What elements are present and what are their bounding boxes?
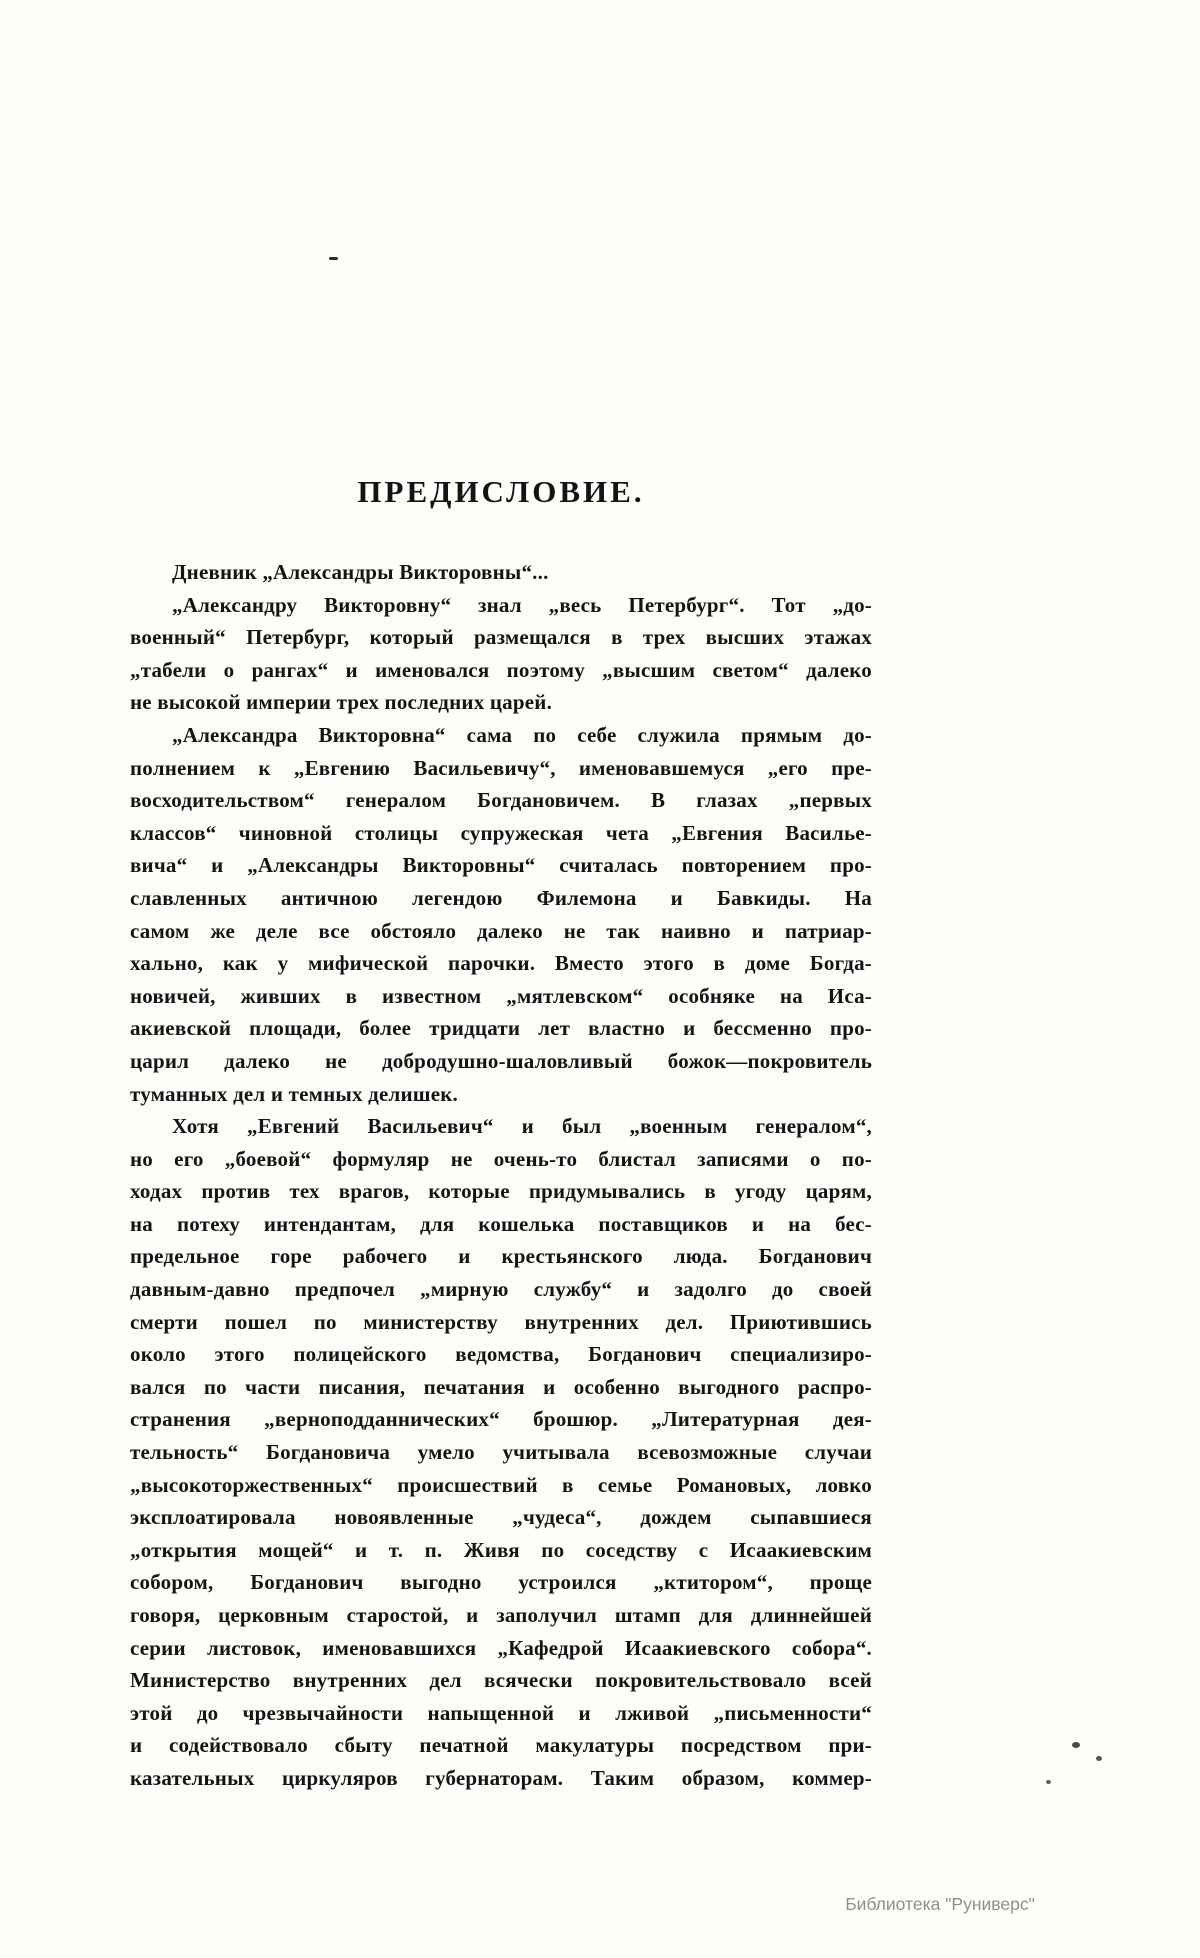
text-line: славленных античною легендою Филемона и Бавкиды. На (130, 885, 872, 910)
text-line: говоря, церковным старостой, и заполучил штамп для длиннейшей (130, 1603, 872, 1627)
text-line: туманных дел и темных делишек. (130, 1081, 459, 1106)
ink-speck (1096, 1756, 1102, 1761)
text-line: „высокоторжественных“ происшествий в семье Романовых, ловко (130, 1472, 872, 1497)
text-line: акиевской площади, более тридцати лет властно и бессменно про- (130, 1016, 872, 1041)
text-line: вался по части писания, печатания и особенно выгодного распро- (130, 1374, 872, 1399)
text-line: казательных циркуляров губернаторам. Таким образом, коммер- (130, 1765, 872, 1790)
text-line: на потеху интендантам, для кошелька поставщиков и на бес- (130, 1211, 872, 1236)
text-line: смерти пошел по министерству внутренних дел. Приютившись (130, 1309, 872, 1334)
text-line: военный“ Петербург, который размещался в трех высших этажах (130, 625, 872, 650)
text-line: самом же деле все обстояло далеко не так наивно и патриар- (130, 918, 872, 943)
text-line: но его „боевой“ формуляр не очень-то блистал записями о по- (130, 1146, 872, 1171)
library-watermark: Библиотека "Руниверс" (845, 1894, 1035, 1914)
ink-speck (1072, 1742, 1080, 1748)
text-line: странения „верноподданнических“ брошюр. „Литературная дея- (130, 1407, 872, 1432)
text-line: „открытия мощей“ и т. п. Живя по соседству с Исаакиевским (130, 1537, 872, 1562)
text-line: Министерство внутренних дел всячески покровительствовало всей (130, 1668, 872, 1693)
text-line: Дневник „Александры Викторовны“... (172, 560, 549, 584)
text-line: вича“ и „Александры Викторовны“ считалась повторением про- (130, 853, 872, 878)
text-line: хально, как у мифической парочки. Вместо этого в доме Богда- (130, 951, 872, 976)
text-line: предельное горе рабочего и крестьянского люда. Богданович (130, 1244, 872, 1269)
text-line: „Александру Викторовну“ знал „весь Петербург“. Тот „до- (172, 592, 872, 617)
text-line: эксплоатировала новоявленные „чудеса“, дождем сыпавшиеся (130, 1505, 872, 1530)
text-line: ходах против тех врагов, которые придумывались в угоду царям, (130, 1179, 872, 1204)
text-line: около этого полицейского ведомства, Богданович специализиро- (130, 1342, 872, 1367)
ink-speck (329, 257, 338, 260)
text-line: тельность“ Богдановича умело учитывала всевозможные случаи (130, 1440, 872, 1465)
text-line: „Александра Викторовна“ сама по себе служила прямым до- (172, 722, 872, 747)
text-line: серии листовок, именовавшихся „Кафедрой Исаакиевского собора“. (130, 1635, 872, 1660)
text-line: не высокой империи трех последних царей. (130, 690, 553, 715)
text-line: Хотя „Евгений Васильевич“ и был „военным генералом“, (172, 1114, 872, 1139)
text-line: этой до чрезвычайности напыщенной и лживой „письменности“ (130, 1700, 872, 1725)
text-line: новичей, живших в известном „мятлевском“ особняке на Иса- (130, 983, 872, 1008)
text-line: и содействовало сбыту печатной макулатуры посредством при- (130, 1733, 872, 1758)
text-line: восходительством“ генералом Богдановичем. В глазах „первых (130, 788, 872, 813)
text-line: полнением к „Евгению Васильевичу“, именовавшемуся „его пре- (130, 755, 872, 780)
ink-speck (1046, 1780, 1051, 1784)
text-line: царил далеко не добродушно-шаловливый божок—покровитель (130, 1048, 872, 1073)
page-title: ПРЕДИСЛОВИЕ. (357, 474, 645, 509)
text-line: „табели о рангах“ и именовался поэтому „высшим светом“ далеко (130, 657, 872, 682)
text-line: собором, Богданович выгодно устроился „ктитором“, проще (130, 1570, 872, 1595)
text-line: давным-давно предпочел „мирную службу“ и задолго до своей (130, 1277, 872, 1302)
text-line: классов“ чиновной столицы супружеская чета „Евгения Василье- (130, 820, 872, 845)
page-body (130, 556, 872, 1795)
